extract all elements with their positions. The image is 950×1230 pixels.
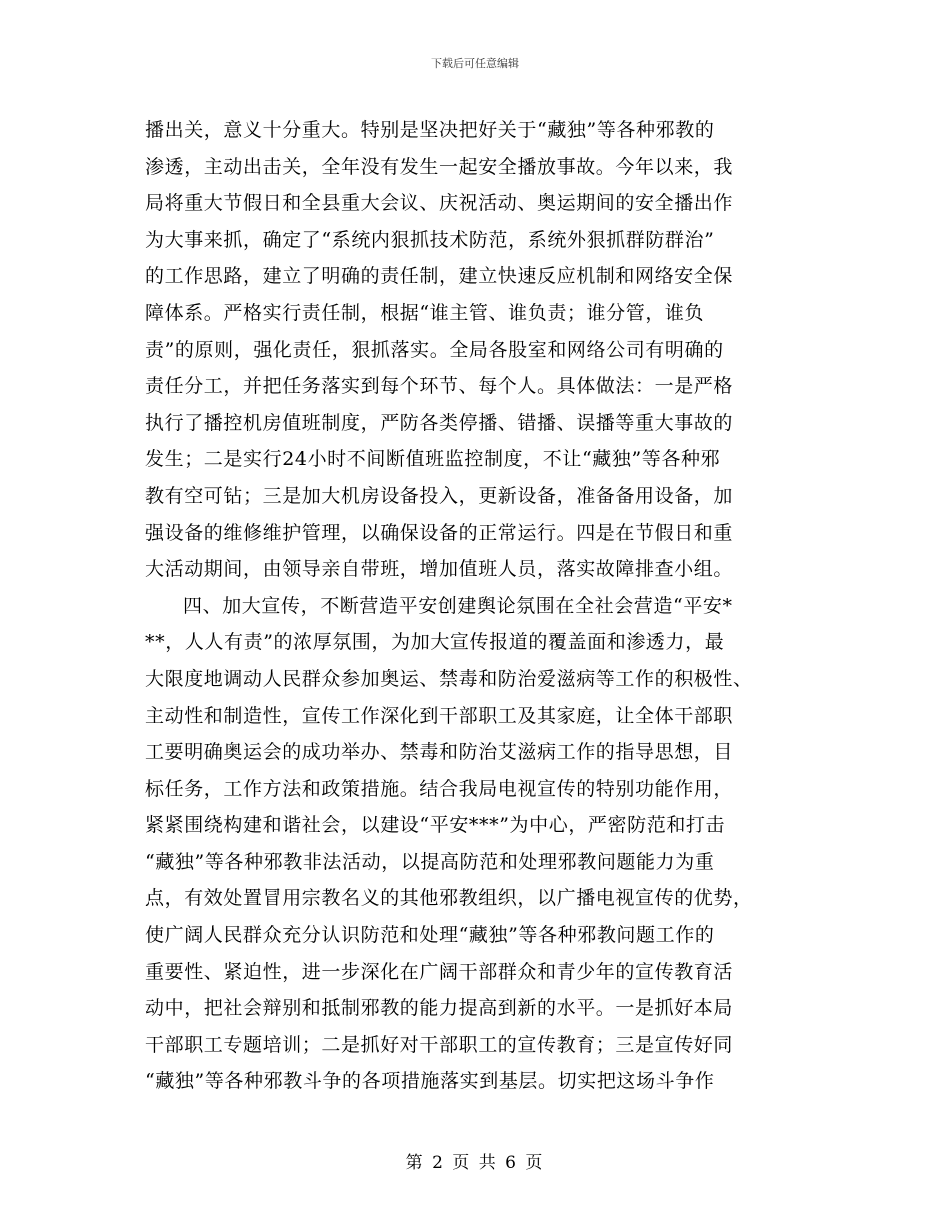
text-line: 动中，把社会辩别和抵制邪教的能力提高到新的水平。一是抓好本局: [145, 997, 734, 1020]
text-line: 紧紧围绕构建和谐社会，以建设“平安***”为中心，严密防范和打击: [145, 814, 726, 837]
text-line: 大限度地调动人民群众参加奥运、禁毒和防治爱滋病等工作的积极性、: [145, 667, 753, 690]
text-line: 主动性和制造性，宣传工作深化到干部职工及其家庭，让全体干部职: [145, 704, 734, 727]
text-line: “藏独”等各种邪教斗争的各项措施落实到基层。切实把这场斗争作: [145, 1070, 715, 1093]
section-heading-line: 四、加大宣传，不断营造平安创建舆论氛围在全社会营造“平安*: [183, 594, 733, 617]
text-line: 强设备的维修维护管理，以确保设备的正常运行。四是在节假日和重: [145, 521, 734, 544]
text-line: 工要明确奥运会的成功举办、禁毒和防治艾滋病工作的指导思想，目: [145, 741, 734, 764]
text-line: 大活动期间，由领导亲自带班，增加值班人员，落实故障排查小组。: [145, 558, 734, 581]
page-number: 第 2 页 共 6 页: [405, 1153, 545, 1173]
text-line: 发生；二是实行24小时不间断值班监控制度，不让“藏独”等各种邪: [145, 448, 721, 471]
text-line: 重要性、紧迫性，进一步深化在广阔干部群众和青少年的宣传教育活: [145, 960, 734, 983]
text-line: **，人人有责”的浓厚氛围，为加大宣传报道的覆盖面和渗透力，最: [145, 631, 725, 654]
text-line: 执行了播控机房值班制度，严防各类停播、错播、误播等重大事故的: [145, 411, 734, 434]
text-line: 教有空可钻；三是加大机房设备投入，更新设备，准备备用设备，加: [145, 484, 734, 507]
text-line: 点，有效处置冒用宗教名义的其他邪教组织，以广播电视宣传的优势，: [145, 887, 753, 910]
text-line: 局将重大节假日和全县重大会议、庆祝活动、奥运期间的安全播出作: [145, 192, 734, 215]
text-line: 播出关，意义十分重大。特别是坚决把好关于“藏独”等各种邪教的: [145, 119, 715, 141]
text-line: 为大事来抓，确定了“系统内狠抓技术防范，系统外狠抓群防群治”: [145, 228, 715, 251]
text-line: 干部职工专题培训；二是抓好对干部职工的宣传教育；三是宣传好同: [145, 1033, 734, 1056]
document-body: [145, 112, 825, 1100]
text-line: 渗透，主动出击关，全年没有发生一起安全播放事故。今年以来，我: [145, 155, 734, 178]
text-line: 责”的原则，强化责任，狠抓落实。全局各股室和网络公司有明确的: [145, 338, 724, 361]
page-header-note: 下载后可任意编辑: [431, 57, 519, 70]
text-line: 使广阔人民群众充分认识防范和处理“藏独”等各种邪教问题工作的: [145, 924, 715, 947]
text-line: “藏独”等各种邪教非法活动，以提高防范和处理邪教问题能力为重: [145, 850, 715, 873]
text-line: 责任分工，并把任务落实到每个环节、每个人。具体做法：一是严格: [145, 375, 734, 398]
text-line: 的工作思路，建立了明确的责任制，建立快速反应机制和网络安全保: [145, 265, 734, 288]
text-line: 障体系。严格实行责任制，根据“谁主管、谁负责；谁分管，谁负: [145, 301, 705, 324]
text-line: 标任务，工作方法和政策措施。结合我局电视宣传的特别功能作用，: [145, 777, 734, 800]
